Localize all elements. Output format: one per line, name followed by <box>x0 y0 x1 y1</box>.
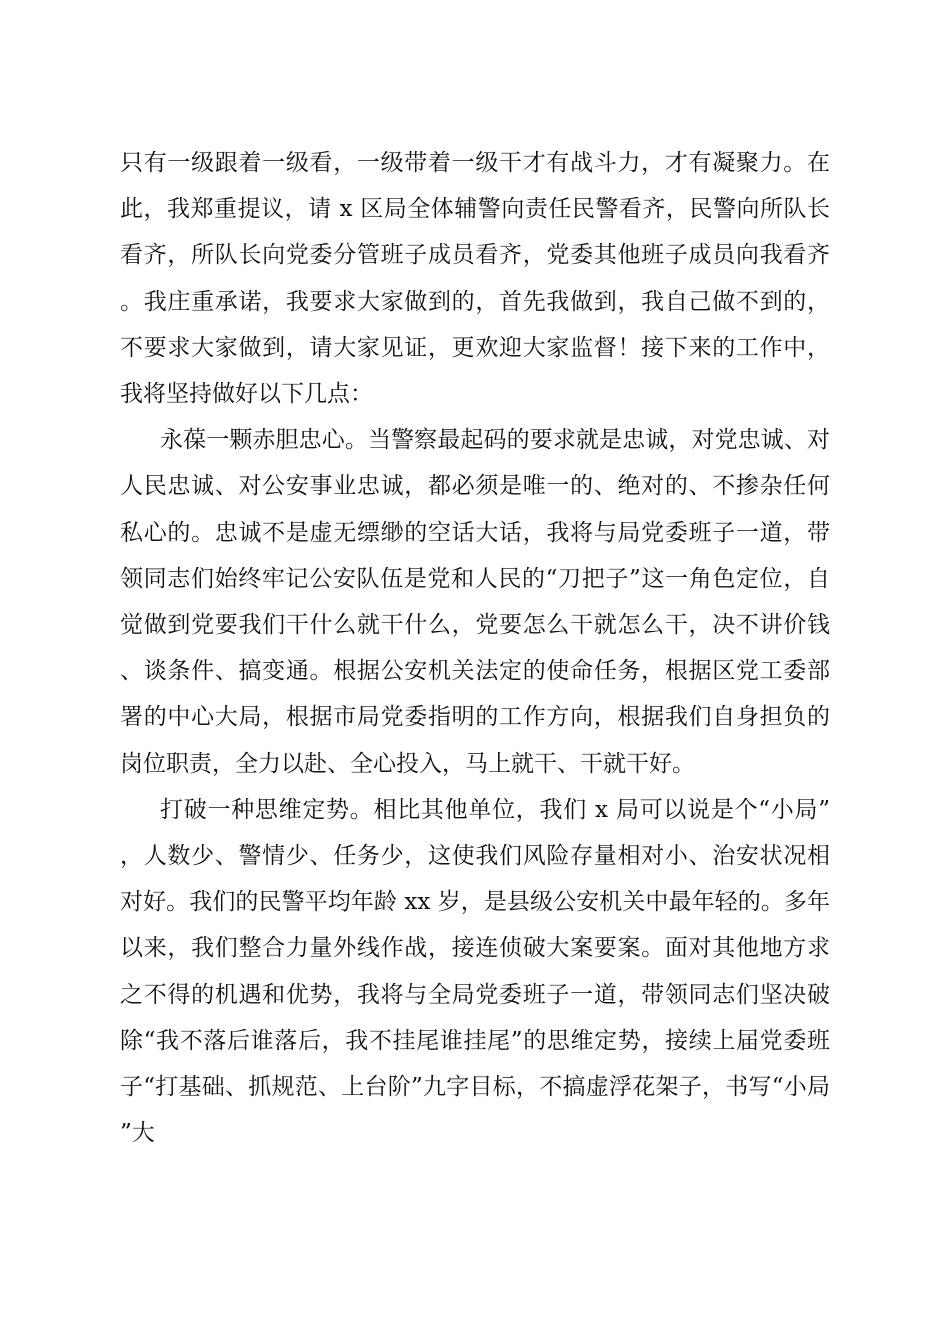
paragraph-pledge: 只有一级跟着一级看，一级带着一级干才有战斗力，才有凝聚力。在此，我郑重提议，请 x 区局全体辅警向责任民警看齐，民警向所队长看齐，所队长向党委分管班子成员看齐，党委其他班子成员向我看齐。我庄重承诺，我要求大家做到的，首先我做到，我自己做不到的，不要求大家做到，请大家见证，更欢迎大家监督！接下来的工作中，我将坚持做好以下几点： <box>120 150 830 408</box>
paragraph-loyalty: 永葆一颗赤胆忠心。当警察最起码的要求就是忠诚，对党忠诚、对人民忠诚、对公安事业忠诚，都必须是唯一的、绝对的、不掺杂任何私心的。忠诚不是虚无缥缈的空话大话，我将与局党委班子一道，带领同志们始终牢记公安队伍是党和人民的“刀把子”这一角色定位，自觉做到党要我们干什么就干什么，党要怎么干就怎么干，决不讲价钱、谈条件、搞变通。根据公安机关法定的使命任务，根据区党工委部署的中心大局，根据市局党委指明的工作方向，根据我们自身担负的岗位职责，全力以赴、全心投入，马上就干、干就干好。 <box>120 427 830 777</box>
paragraph-mindset: 打破一种思维定势。相比其他单位，我们 x 局可以说是个“小局”，人数少、警情少、任务少，这使我们风险存量相对小、治安状况相对好。我们的民警平均年龄 xx 岁，是县级公安机关中最年轻的。多年以来，我们整合力量外线作战，接连侦破大案要案。面对其他地方求之不得的机遇和优势，我将与全局党委班子一道，带领同志们坚决破除“我不落后谁落后，我不挂尾谁挂尾”的思维定势，接续上届党委班子“打基础、抓规范、上台阶”九字目标，不搞虚浮花架子，书写“小局”大 <box>120 796 830 1147</box>
document-body <box>120 140 830 1156</box>
